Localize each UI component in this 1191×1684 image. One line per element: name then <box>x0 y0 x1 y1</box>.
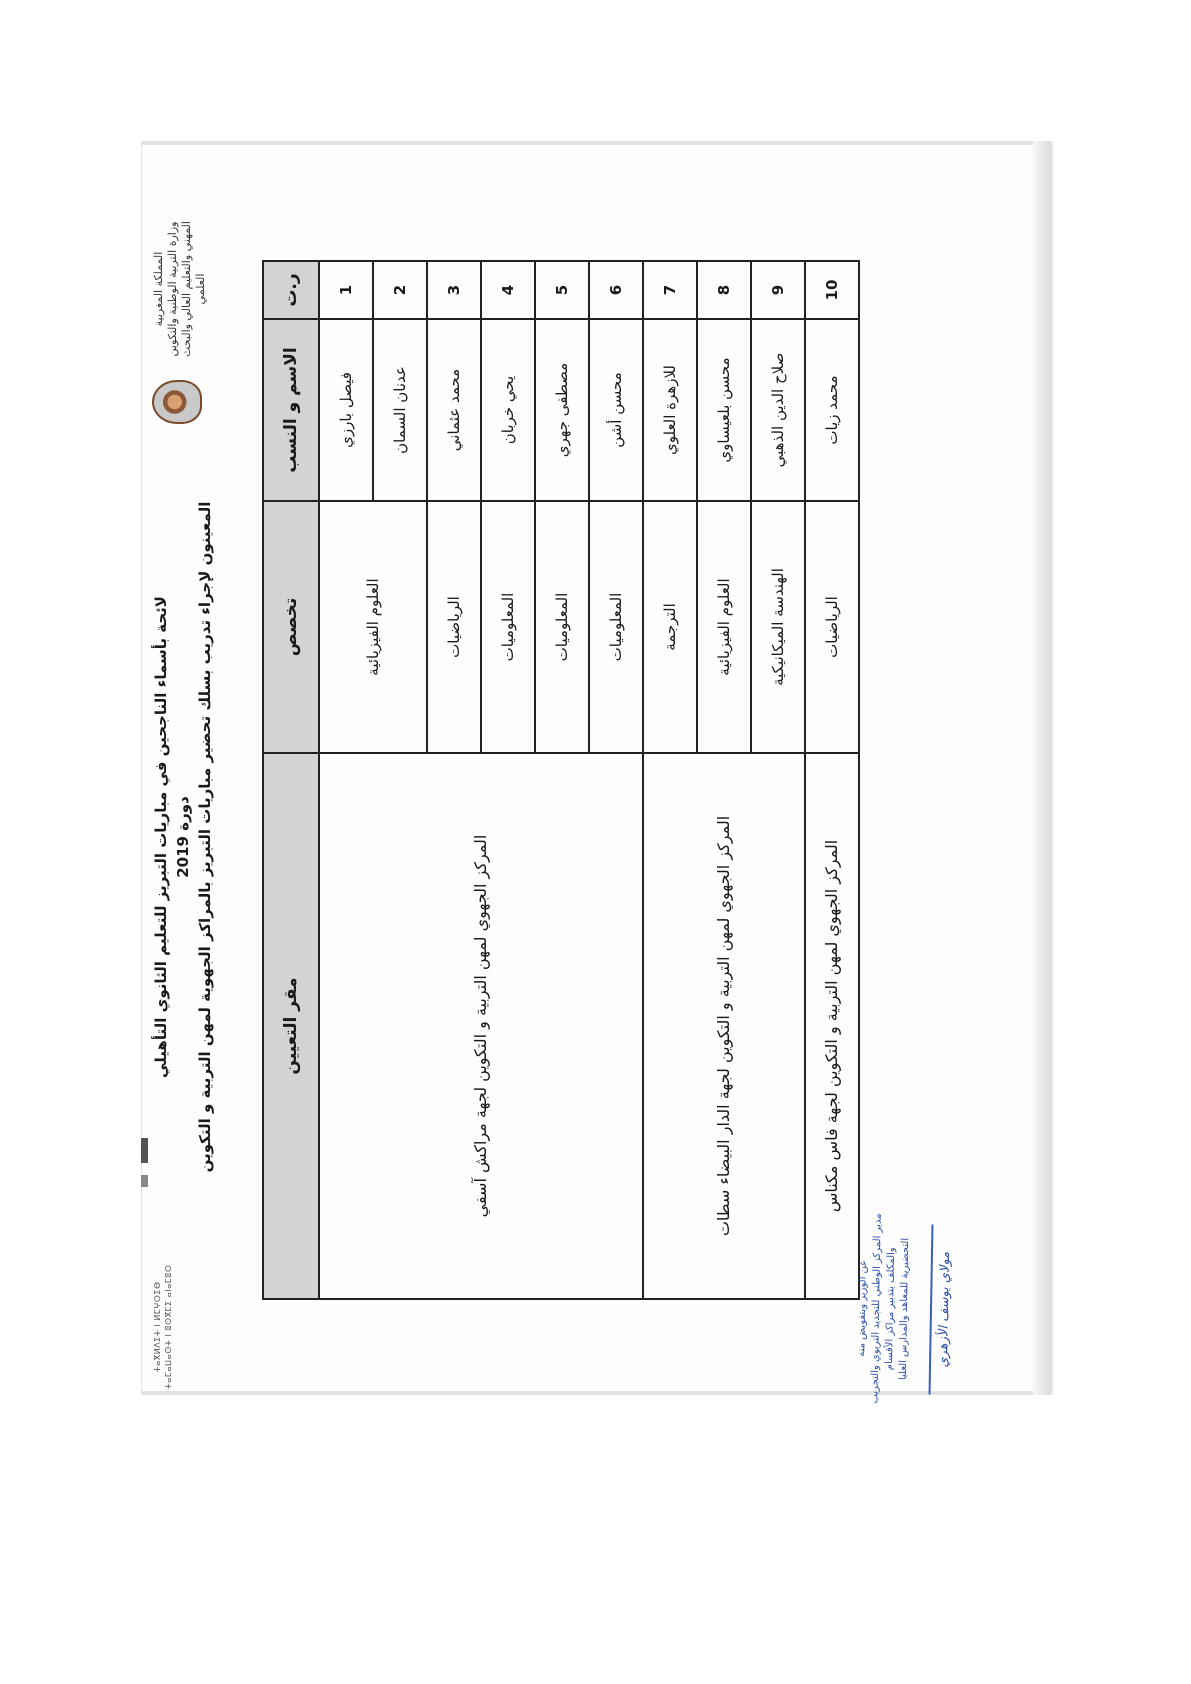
row-num: 7 <box>643 261 697 319</box>
row-spec: المعلوميات <box>589 501 643 753</box>
row-spec: المعلوميات <box>535 501 589 753</box>
header-spec: تخصص <box>263 501 319 753</box>
row-seat: المركز الجهوي لمهن التربية و التكوين لجهة فاس مكناس <box>805 753 859 1299</box>
row-name: محمد عثماني <box>427 319 481 501</box>
row-num: 2 <box>373 261 427 319</box>
table-row <box>805 261 859 1299</box>
signature-stamp <box>854 1183 954 1435</box>
signature-line-3: والمكلف بتدبير مراكز الأقسام <box>883 1247 898 1371</box>
title-line-1: لائحة بأسماء الناجحين في مباريات التبريز للتعليم الثانوي التأهيلي <box>152 596 170 1078</box>
table-row <box>319 261 373 1299</box>
row-name: عدنان السمان <box>373 319 427 501</box>
row-num: 4 <box>481 261 535 319</box>
title-line-2: دورة 2019 <box>174 796 192 878</box>
row-num: 5 <box>535 261 589 319</box>
ministry-header-arabic <box>152 214 208 364</box>
header-name: الاسم و النسب <box>263 319 319 501</box>
signature-line-2: مدير المركز الوطني للتجديد التربوي والتجريب <box>869 1213 884 1404</box>
row-num: 6 <box>589 261 643 319</box>
header-num: ر.ت <box>263 261 319 319</box>
scan-edge-top <box>141 141 1052 145</box>
row-num: 8 <box>697 261 751 319</box>
ministry-label: وزارة التربية الوطنية والتكوين المهني والتعليم العالي والبحث العلمي <box>166 221 207 357</box>
signatory-name: مولاي يوسف الأزهري <box>935 1251 954 1368</box>
header-seat: مقر التعيين <box>263 753 319 1299</box>
row-spec: الرياضيات <box>427 501 481 753</box>
table-row <box>643 261 697 1299</box>
kingdom-label: المملكة المغربية <box>152 251 165 327</box>
row-spec: العلوم الفيزيائية <box>319 501 427 753</box>
rotated-document <box>146 202 1046 1442</box>
row-name: محسن بلعيساوي <box>697 319 751 501</box>
row-name: مصطفى جهري <box>535 319 589 501</box>
row-num: 10 <box>805 261 859 319</box>
signature-line-1: عن الوزير وبتفويض منه <box>856 1259 869 1357</box>
signature-line-4: التحضيرية للمعاهد والمدارس العليا <box>897 1237 912 1381</box>
row-name: يحي خربان <box>481 319 535 501</box>
signature-scribble <box>915 1224 934 1394</box>
table-header-row <box>263 261 319 1299</box>
row-spec: الترجمة <box>643 501 697 753</box>
document-title <box>150 432 216 1242</box>
row-seat: المركز الجهوي لمهن التربية و التكوين لجهة مراكش آسفي <box>319 753 643 1299</box>
row-spec: المعلوميات <box>481 501 535 753</box>
row-name: محمد زيات <box>805 319 859 501</box>
kingdom-tifinagh-label: ⵜⴰⴳⵍⴷⵉⵜ ⵏ ⵍⵎⵖⵔⵉⴱ <box>153 1281 162 1373</box>
row-num: 3 <box>427 261 481 319</box>
row-spec: الرياضيات <box>805 501 859 753</box>
row-num: 9 <box>751 261 805 319</box>
ministry-header-tifinagh <box>152 1252 174 1402</box>
row-name: محسن أشن <box>589 319 643 501</box>
laureates-table <box>262 260 860 1300</box>
row-seat: المركز الجهوي لمهن التربية و التكوين لجهة الدار البيضاء سطات <box>643 753 805 1299</box>
row-name: صلاح الدين الذهبي <box>751 319 805 501</box>
title-line-3: المعينون لإجراء تدريب بسلك تحضير مباريات التبريز بالمراكز الجهوية لمهن التربية و التكوين <box>196 501 214 1173</box>
row-name: فيصل بارزي <box>319 319 373 501</box>
coat-of-arms-emblem <box>152 380 202 424</box>
row-name: للازهرة العلوي <box>643 319 697 501</box>
row-spec: الهندسة الميكانيكية <box>751 501 805 753</box>
ministry-tifinagh-label: ⵜⴰⵎⴰⵡⴰⵙⵜ ⵏ ⵓⵙⴳⵎⵉ ⴰⵏⴰⵎⵓⵔ <box>164 1264 173 1390</box>
row-spec: العلوم الفيزيائية <box>697 501 751 753</box>
row-num: 1 <box>319 261 373 319</box>
